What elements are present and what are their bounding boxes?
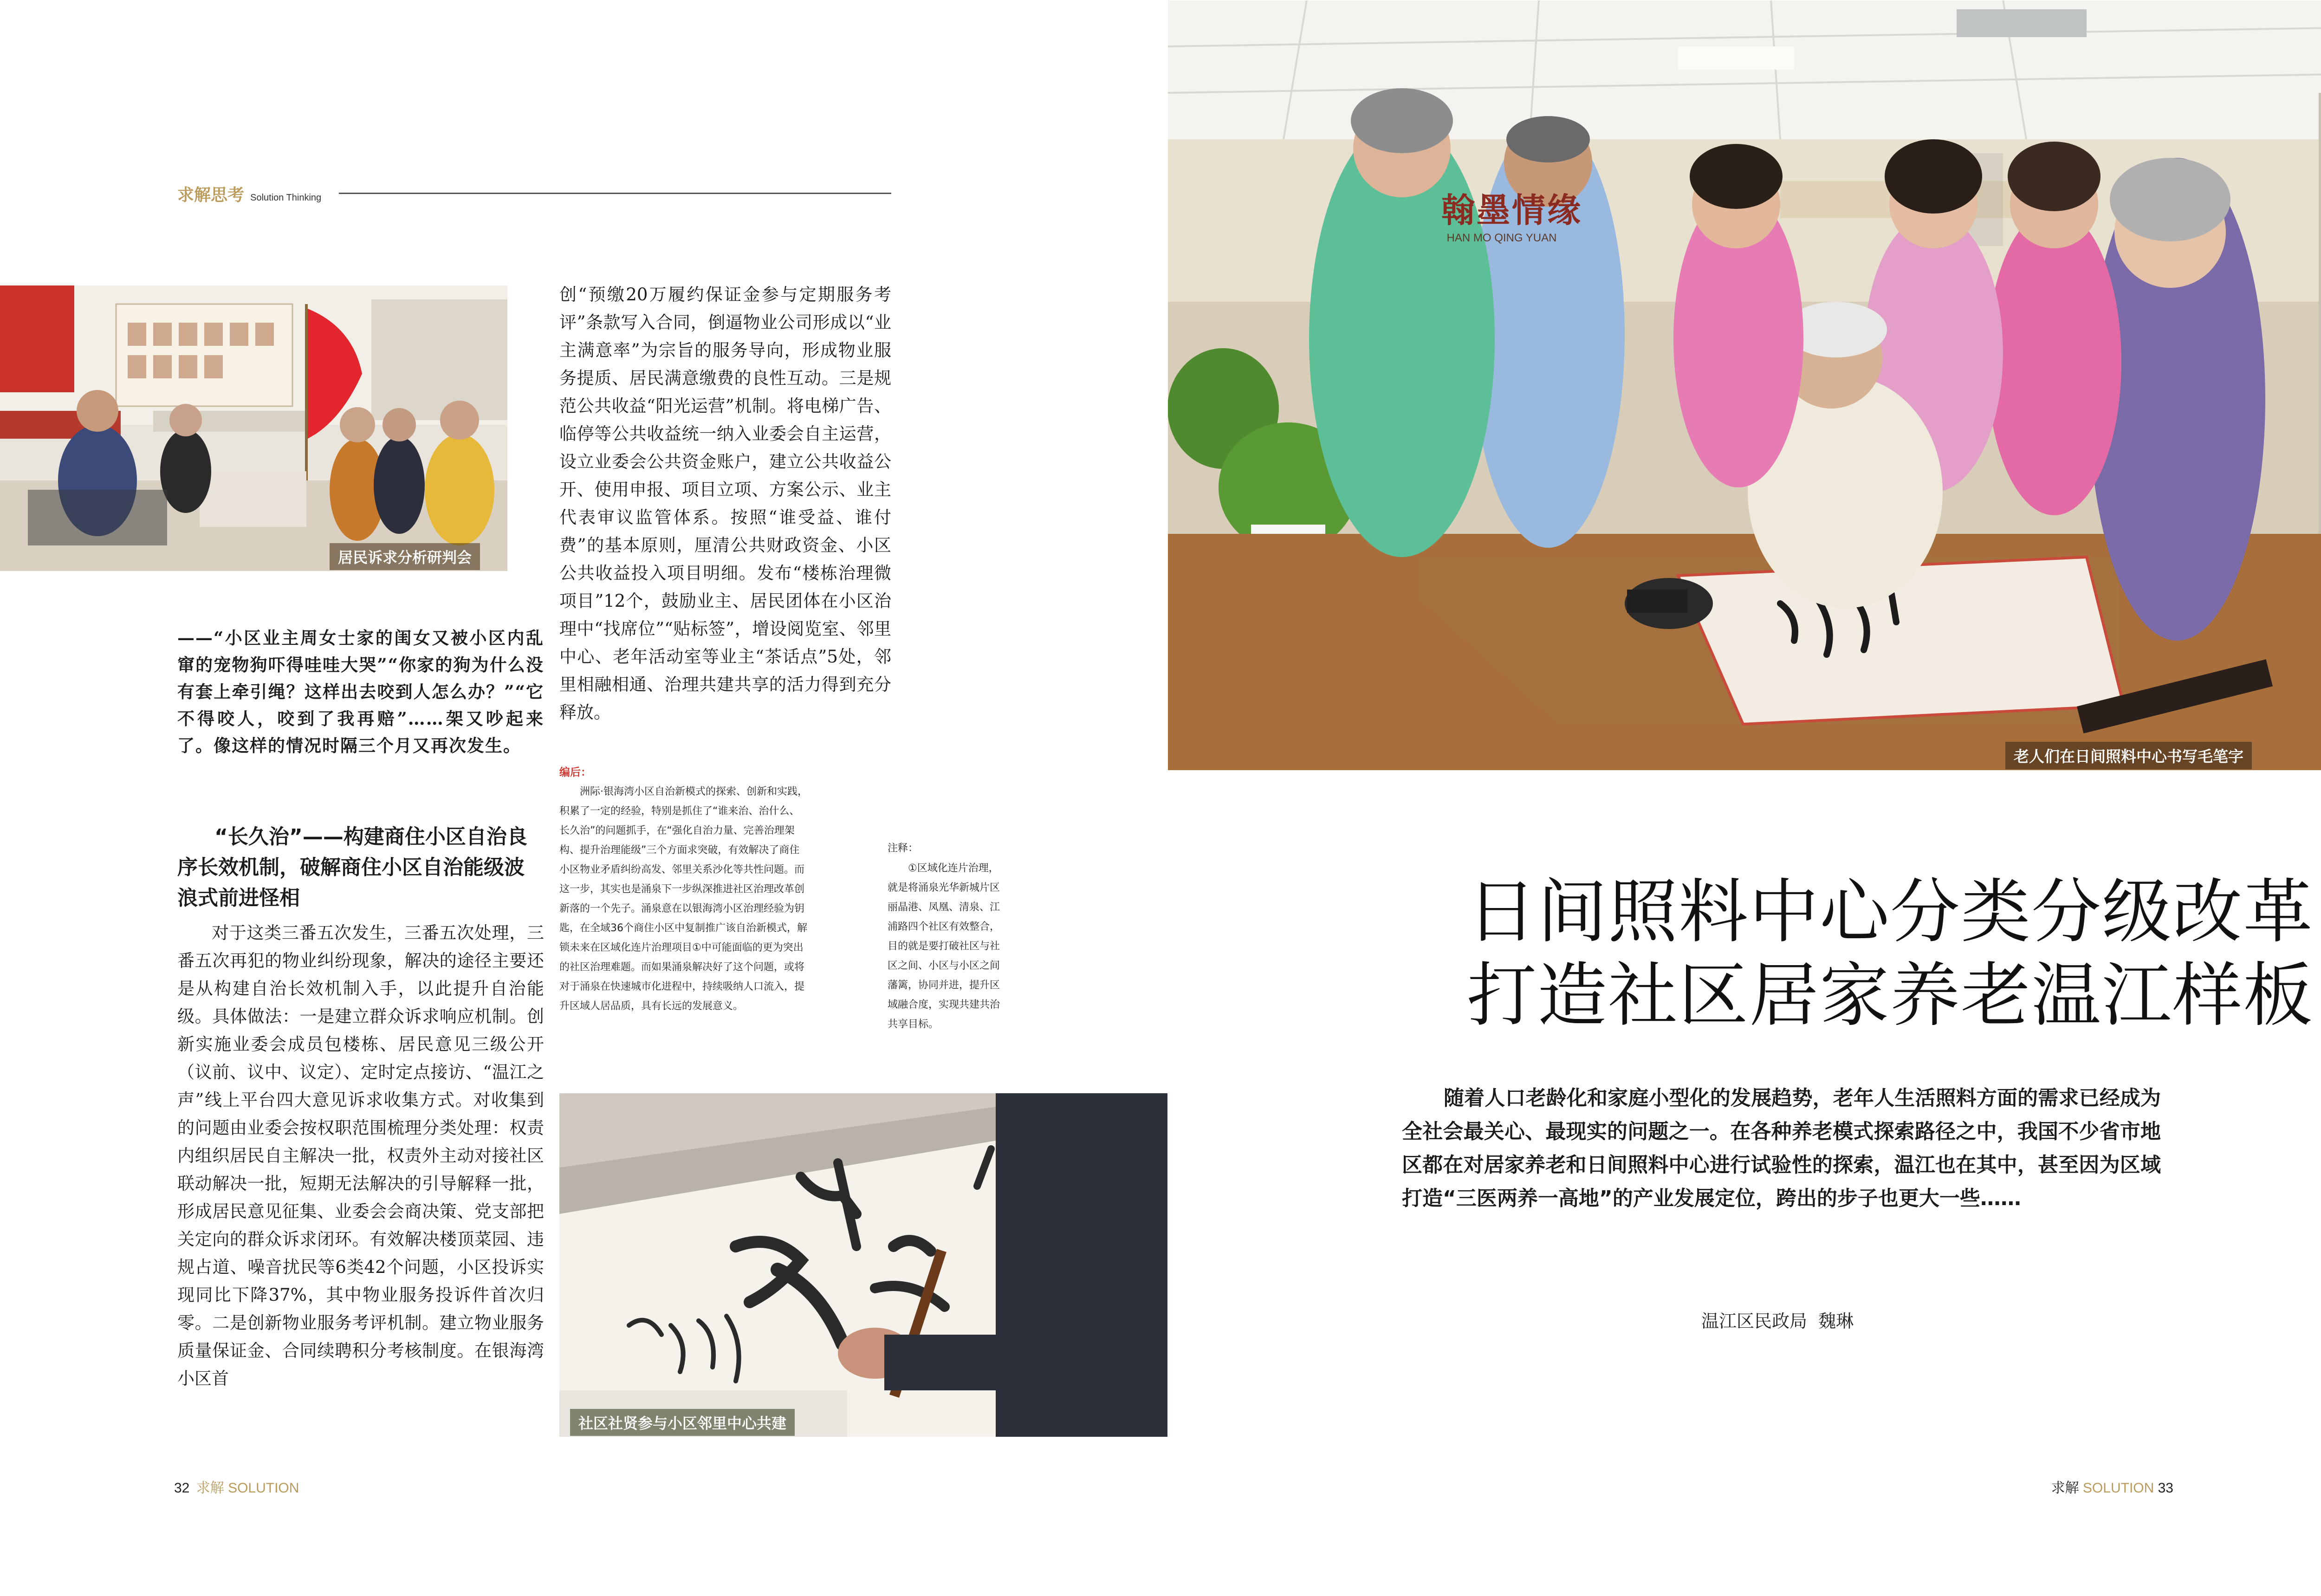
wall-calligraphy-sign — [1441, 183, 1583, 276]
elders-photo-caption: 老人们在日间照料中心书写毛笔字 — [2005, 742, 2252, 769]
footnote: ①区域化连片治理，就是将涌泉光华新城片区丽晶港、凤凰、清泉、江浦路四个社区有效整合，目的就是要打破社区与社区之间、小区与小区之间藩篱，协同并进，提升区域融合度，实现共建共治共享目标。 — [888, 863, 1000, 1030]
wall-sign-subtext: HAN MO QING YUAN — [1446, 232, 1557, 244]
article-title-line-2: 打造社区居家养老温江样板 — [1467, 955, 2314, 1036]
wall-sign-text: 翰墨情缘 — [1441, 190, 1583, 230]
header-rule — [339, 193, 891, 194]
opening-quote: ——“小区业主周女士家的闺女又被小区内乱窜的宠物狗吓得哇哇大哭”“你家的狗为什么没有套上牵引绳？这样出去咬到人怎么办？”“它不得咬人，咬到了我再赔”……架又吵起来了。像这样的情况时隔三个月又再次发生。 — [177, 628, 544, 756]
left-page-number: 32 — [174, 1480, 190, 1496]
right-footer-mag-cn: 求解 — [2051, 1480, 2079, 1496]
article-lead: 随着人口老龄化和家庭小型化的发展趋势，老年人生活照料方面的需求已经成为全社会最关心、最现实的问题之一。在各种养老模式探索路径之中，我国不少省市地区都在对居家养老和日间照料中心进行试验性的探索，温江也在其中，甚至因为区域打造“三医两养一高地”的产业发展定位，跨出的步子也更大一些…… — [1402, 1086, 2161, 1210]
elders-photo — [1167, 0, 2321, 771]
footnote-label: 注释： — [888, 843, 919, 854]
editor-note: 洲际·银海湾小区自治新模式的探索、创新和实践，积累了一定的经验，特别是抓住了“谁来治、治什么、长久治”的问题抓手，在“强化自治力量、完善治理架构、提升治理能级”三个方面求突破，有效解决了商住小区物业矛盾纠纷高发、邻里关系沙化等共性问题。而这一步，其实也是涌泉下一步纵深推进社区治理改革创新落的一个先子。涌泉意在以银海湾小区治理经验为钥匙，在全域36个商住小区中复制推广该自治新模式，解锁未来在区域化连片治理项目①中可能面临的更为突出的社区治理难题。而如果涌泉解决好了这个问题，或将对于涌泉在快速城市化进程中，持续吸纳人口流入，提升区域人居品质，具有长远的发展意义。 — [559, 786, 808, 1012]
section-subheading: “长久治”——构建商住小区自治良序长效机制，破解商住小区自治能级波浪式前进怪相 — [177, 825, 527, 910]
right-footer-mag-en: SOLUTION — [2082, 1480, 2154, 1496]
right-page-number: 33 — [2158, 1480, 2173, 1496]
meeting-photo — [0, 285, 507, 571]
article-byline: 温江区民政局 魏琳 — [1701, 1311, 1854, 1331]
calligraphy-photo — [559, 1093, 1167, 1437]
section-subtitle: Solution Thinking — [250, 193, 322, 203]
section-title: 求解思考 — [177, 186, 245, 205]
article-title-line-1: 日间照料中心分类分级改革 — [1467, 872, 2314, 953]
left-footer — [174, 1476, 299, 1497]
meeting-photo-caption: 居民诉求分析研判会 — [330, 543, 480, 570]
calligraphy-photo-caption: 社区社贤参与小区邻里中心共建 — [570, 1409, 795, 1436]
right-footer — [2051, 1476, 2173, 1497]
section-header — [177, 182, 321, 205]
editor-note-label: 编后： — [559, 766, 591, 779]
body-column-right: 创“预缴20万履约保证金参与定期服务考评”条款写入合同，倒逼物业公司形成以“业主满意率”为宗旨的服务导向，形成物业服务提质、居民满意缴费的良性互动。三是规范公共收益“阳光运营”机制。将电梯广告、临停等公共收益统一纳入业委会自主运营，设立业委会公共资金账户，建立公共收益公开、使用申报、项目立项、方案公示、业主代表审议监管体系。按照“谁受益、谁付费”的基本原则，厘清公共财政资金、小区公共收益投入项目明细。发布“楼栋治理微项目”12个，鼓励业主、居民团体在小区治理中“找席位”“贴标签”，增设阅览室、邻里中心、老年活动室等业主“茶话点”5处，邻里相融相通、治理共建共享的活力得到充分释放。 — [559, 285, 891, 722]
body-column-left: 对于这类三番五次发生，三番五次处理，三番五次再犯的物业纠纷现象，解决的途径主要还是从构建自治长效机制入手，以此提升自治能级。具体做法：一是建立群众诉求响应机制。创新实施业委会成员包楼栋、居民意见三级公开（议前、议中、议定）、定时定点接访、“温江之声”线上平台四大意见诉求收集方式。对收集到的问题由业委会按权职范围梳理分类处理：权责内组织居民自主解决一批，权责外主动对接社区联动解决一批，短期无法解决的引导解释一批，形成居民意见征集、业委会会商决策、党支部把关定向的群众诉求闭环。有效解决楼顶菜园、违规占道、噪音扰民等6类42个问题，小区投诉实现同比下降37%，其中物业服务投诉件首次归零。二是创新物业服务考评机制。建立物业服务质量保证金、合同续聘积分考核制度。在银海湾小区首 — [177, 923, 544, 1388]
left-footer-mag-cn: 求解 — [196, 1480, 224, 1496]
left-footer-mag-en: SOLUTION — [228, 1480, 299, 1496]
